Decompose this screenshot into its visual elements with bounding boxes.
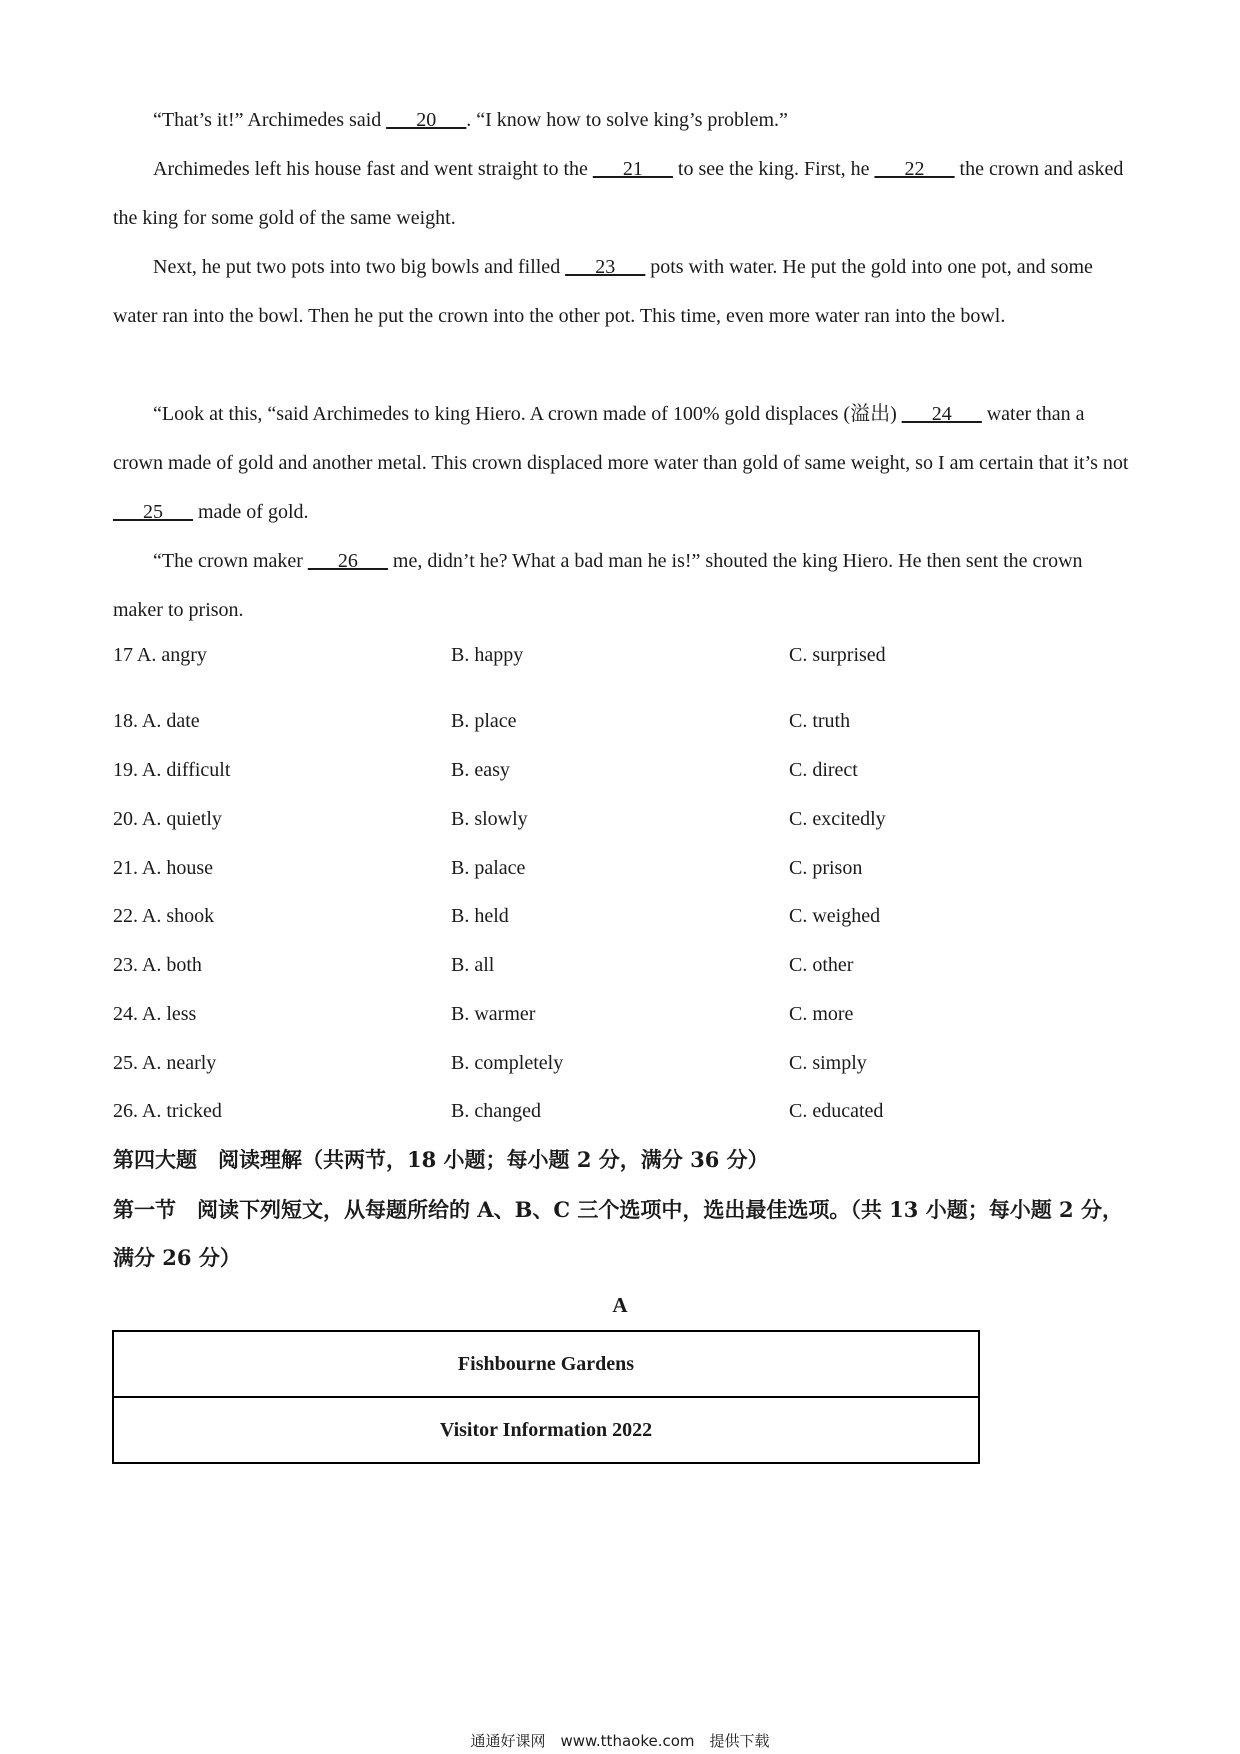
option-23-a: 23. A. both xyxy=(113,954,202,976)
p4-text-3: made of gold. xyxy=(193,501,309,523)
option-21-a: 21. A. house xyxy=(113,857,213,879)
p2-text-1: Archimedes left his house fast and went straight to the xyxy=(153,158,593,180)
option-17-c: C. surprised xyxy=(789,644,886,666)
p5-text-2: me, didn’t he? What a bad man he is!” shouted the king Hiero. He then sent the crown maker to prison. xyxy=(113,550,1083,621)
p5-text-1: “The crown maker xyxy=(153,550,308,572)
option-21-b: B. palace xyxy=(451,857,526,879)
option-20-a: 20. A. quietly xyxy=(113,808,222,830)
option-24-c: C. more xyxy=(789,1003,854,1025)
option-26-c: C. educated xyxy=(789,1100,884,1122)
p3-text-1: Next, he put two pots into two big bowls and filled xyxy=(153,256,566,278)
blank-24: ___24___ xyxy=(901,403,982,425)
paragraph-5 xyxy=(113,537,1133,635)
option-17-a: 17 A. angry xyxy=(113,644,207,666)
visitor-info-table xyxy=(112,1330,980,1464)
option-25-c: C. simply xyxy=(789,1052,867,1074)
page-footer: 通通好课网 www.tthaoke.com 提供下载 xyxy=(470,1732,770,1750)
p2-text-2: to see the king. First, he xyxy=(672,158,875,180)
option-24-b: B. warmer xyxy=(451,1003,536,1025)
option-25-b: B. completely xyxy=(451,1052,564,1074)
option-20-b: B. slowly xyxy=(451,808,528,830)
section-four-title: 第四大题 阅读理解（共两节，18 小题；每小题 2 分，满分 36 分） xyxy=(113,1147,769,1172)
option-21-c: C. prison xyxy=(789,857,863,879)
option-18-b: B. place xyxy=(451,710,517,732)
p4-text-2: water than a crown made of gold and another metal. This crown displaced more water than gold of same weight, so I am certain that it’s not xyxy=(113,403,1129,474)
option-19-c: C. direct xyxy=(789,759,858,781)
option-18-c: C. truth xyxy=(789,710,851,732)
paragraph-2 xyxy=(113,145,1133,243)
blank-20: ___20___ xyxy=(386,109,467,131)
p1-text-2: . “I know how to solve king’s problem.” xyxy=(466,109,788,131)
table-row-title: Fishbourne Gardens xyxy=(457,1352,635,1375)
paragraph-3 xyxy=(113,243,1133,341)
p1-text-1: “That’s it!” Archimedes said xyxy=(153,109,387,131)
blank-22: ___22___ xyxy=(874,158,955,180)
option-22-b: B. held xyxy=(451,905,509,927)
option-26-a: 26. A. tricked xyxy=(113,1100,222,1122)
option-22-a: 22. A. shook xyxy=(113,905,215,927)
option-19-a: 19. A. difficult xyxy=(113,759,231,781)
option-26-b: B. changed xyxy=(451,1100,541,1122)
option-18-a: 18. A. date xyxy=(113,710,200,732)
option-23-b: B. all xyxy=(451,954,495,976)
p2-text-3: the crown and asked the king for some gold of the same weight. xyxy=(113,158,1124,229)
option-19-b: B. easy xyxy=(451,759,510,781)
blank-23: ___23___ xyxy=(565,256,646,278)
section-part-one-instructions: 第一节 阅读下列短文，从每题所给的 A、B、C 三个选项中，选出最佳选项。（共 13 小题；每小题 2 分，满分 26 分） xyxy=(113,1197,1123,1270)
blank-26: ___26___ xyxy=(307,550,388,572)
option-17-b: B. happy xyxy=(451,644,524,666)
option-22-c: C. weighed xyxy=(789,905,881,927)
p4-text-1: “Look at this, “said Archimedes to king Hiero. A crown made of 100% gold displaces (溢出) xyxy=(153,403,902,425)
paragraph-4 xyxy=(113,390,1133,537)
table-row-subtitle: Visitor Information 2022 xyxy=(114,1396,978,1462)
option-20-c: C. excitedly xyxy=(789,808,886,830)
paragraph-1 xyxy=(113,96,1133,145)
blank-25: ___25___ xyxy=(113,501,193,523)
option-24-a: 24. A. less xyxy=(113,1003,197,1025)
blank-21: ___21___ xyxy=(592,158,673,180)
option-23-c: C. other xyxy=(789,954,854,976)
option-25-a: 25. A. nearly xyxy=(113,1052,217,1074)
passage-label: A xyxy=(612,1293,628,1317)
p3-text-2: pots with water. He put the gold into one pot, and some water ran into the bowl. Then he put the crown into the other pot. This time, even more water ran into the bowl. xyxy=(113,256,1093,327)
